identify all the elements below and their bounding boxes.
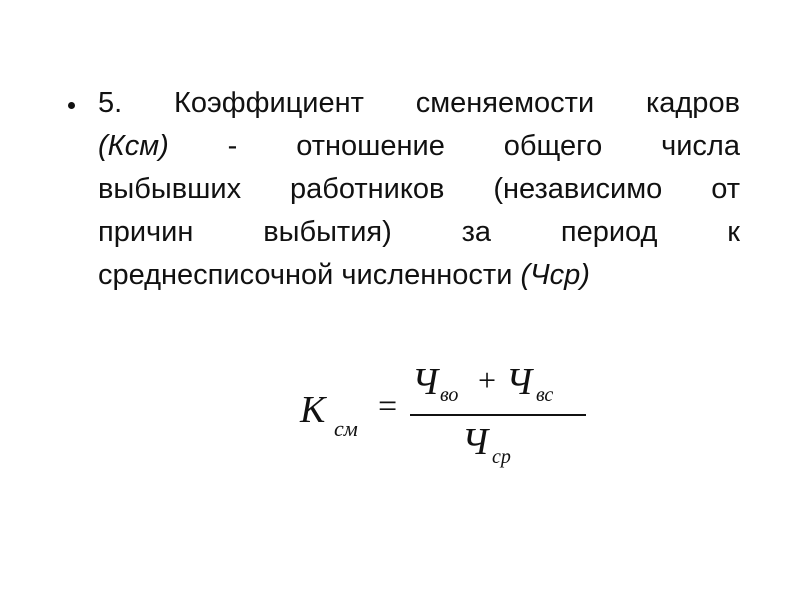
word: сменяемости (415, 87, 595, 119)
text-line-4 (98, 211, 740, 254)
fraction-bar (410, 414, 586, 416)
text-line-1 (98, 82, 740, 125)
text-line-3 (98, 168, 740, 211)
formula-plus: + (478, 362, 497, 398)
formula-equals: = (378, 388, 398, 425)
abbreviation-chsr: (Чср) (520, 259, 590, 291)
bullet-text (98, 82, 740, 297)
word: числа (661, 130, 740, 162)
formula-numerator-subscript-2: вс (536, 384, 554, 406)
bullet-dot-icon (68, 102, 75, 109)
word: (независимо (493, 173, 663, 205)
word: причин (98, 216, 194, 248)
formula-numerator-symbol-2: Ч (506, 361, 533, 403)
word: кадров (645, 87, 740, 119)
word: работников (290, 173, 445, 205)
word: выбывших (98, 173, 242, 205)
word: период (560, 216, 658, 248)
word: отношение (296, 130, 445, 162)
word: - (227, 130, 238, 162)
word: к (727, 216, 740, 248)
formula-denominator-symbol: Ч (462, 421, 489, 463)
word: общего (503, 130, 603, 162)
line-text: среднесписочной численности (98, 259, 521, 291)
formula-lhs-symbol: К (300, 389, 326, 431)
text-line-5 (98, 254, 740, 297)
text-line-2 (98, 125, 740, 168)
abbreviation-ksm: (Ксм) (98, 130, 169, 162)
word: выбытия) (263, 216, 392, 248)
formula-numerator-symbol-1: Ч (412, 361, 439, 403)
word: Коэффициент (173, 87, 364, 119)
word: 5. (98, 87, 123, 119)
formula-denominator-subscript: ср (492, 446, 511, 468)
turnover-formula (300, 358, 590, 478)
formula-lhs-subscript: см (334, 416, 358, 441)
word: от (711, 173, 740, 205)
word: за (461, 216, 492, 248)
formula-numerator-subscript-1: во (440, 384, 459, 406)
